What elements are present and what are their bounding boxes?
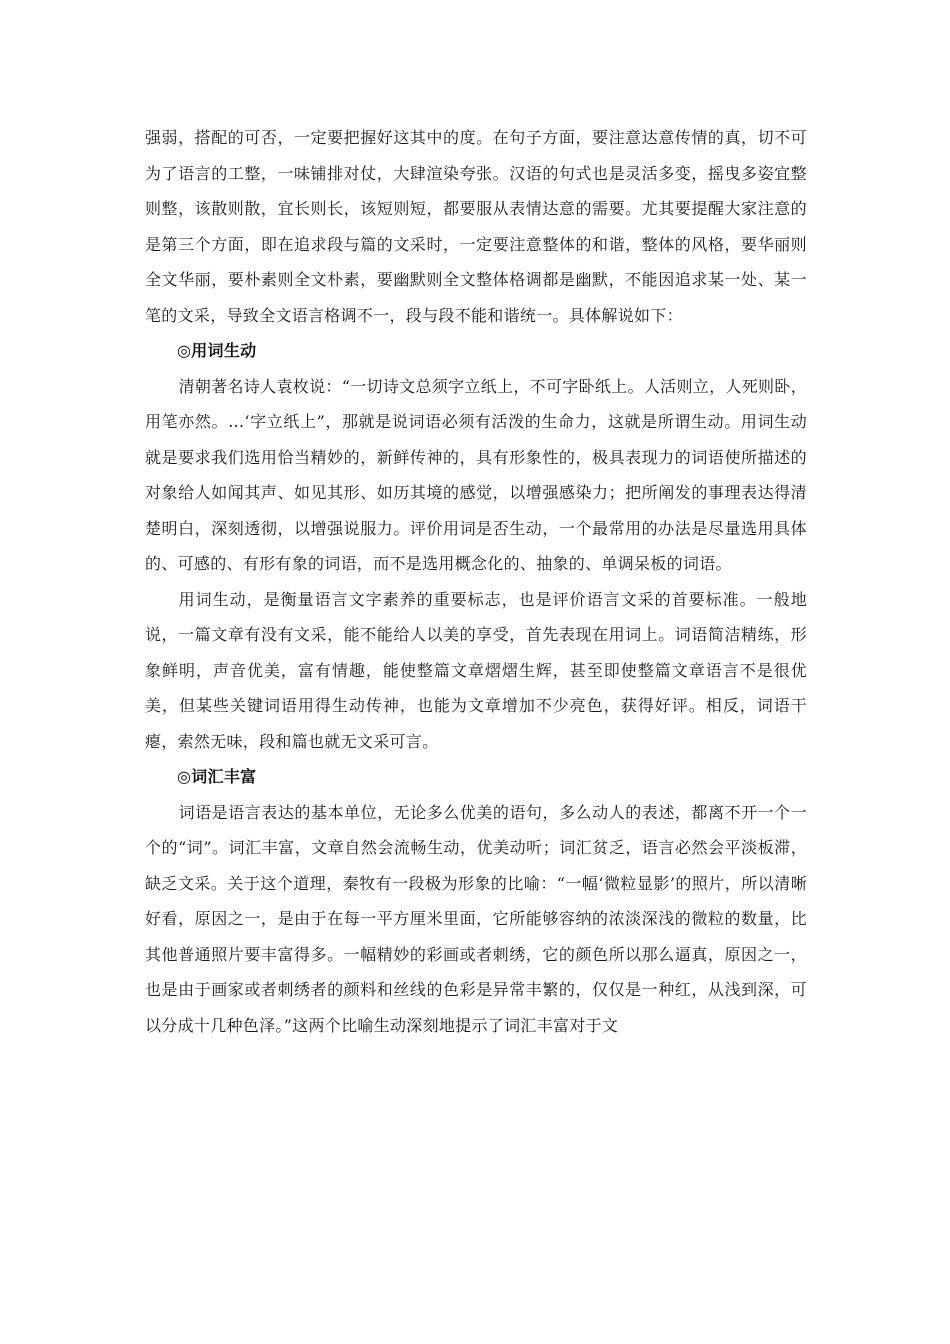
document-body [145, 120, 807, 1043]
paragraph-rich-vocabulary: 词语是语言表达的基本单位，无论多么优美的语句，多么动人的表述，都离不开一个一个的“词”。词汇丰富，文章自然会流畅生动，优美动听；词汇贫乏，语言必然会平淡板滞，缺乏文采。关于这个道理，秦牧有一段极为形象的比喻：“一幅‘微粒显影’的照片，所以清晰好看，原因之一，是由于在每一平方厘米里面，它所能够容纳的浓淡深浅的微粒的数量，比其他普通照片要丰富得多。一幅精妙的彩画或者刺绣，它的颜色所以那么逼真，原因之一，也是由于画家或者刺绣者的颜料和丝线的色彩是异常丰繁的，仅仅是一种红，从浅到深，可以分成十几种色泽。”这两个比喻生动深刻地提示了词汇丰富对于文 [145, 802, 807, 1035]
paragraph-yuan-mei-quote: 清朝著名诗人袁枚说：“一切诗文总须字立纸上，不可字卧纸上。人活则立，人死则卧，用笔亦然。…‘字立纸上”，那就是说词语必须有活泼的生命力，这就是所谓生动。用词生动就是要求我们选用恰当精妙的，新鲜传神的，具有形象性的，极具表现力的词语使所描述的对象给人如闻其声、如见其形、如历其境的感觉，以增强感染力；把所阐发的事理表达得清楚明白，深刻透彻，以增强说服力。评价用词是否生动，一个最常用的办法是尽量选用具体的、可感的、有形有象的词语，而不是选用概念化的、抽象的、单调呆板的词语。 [145, 376, 807, 573]
paragraph-intro: 强弱，搭配的可否，一定要把握好这其中的度。在句子方面，要注意达意传情的真，切不可为了语言的工整，一味铺排对仗，大肆渲染夸张。汉语的句式也是灵活多变，摇曳多姿宜整则整，该散则散，宜长则长，该短则短，都要服从表情达意的需要。尤其要提醒大家注意的是第三个方面，即在追求段与篇的文采时，一定要注意整体的和谐，整体的风格，要华丽则全文华丽，要朴素则全文朴素，要幽默则全文整体格调都是幽默，不能因追求某一处、某一笔的文采，导致全文语言格调不一，段与段不能和谐统一。具体解说如下： [145, 128, 807, 325]
section-heading-vivid-wording: ◎用词生动 [177, 341, 257, 360]
section-heading-rich-vocabulary: ◎词汇丰富 [177, 767, 257, 786]
paragraph-vivid-wording-standard: 用词生动，是衡量语言文字素养的重要标志，也是评价语言文采的首要标准。一般地说，一篇文章有没有文采，能不能给人以美的享受，首先表现在用词上。词语简洁精练，形象鲜明，声音优美，富有情趣，能使整篇文章熠熠生辉，甚至即使整篇文章语言不是很优美，但某些关键词语用得生动传神，也能为文章增加不少亮色，获得好评。相反，词语干瘪，索然无味，段和篇也就无文采可言。 [145, 589, 807, 751]
